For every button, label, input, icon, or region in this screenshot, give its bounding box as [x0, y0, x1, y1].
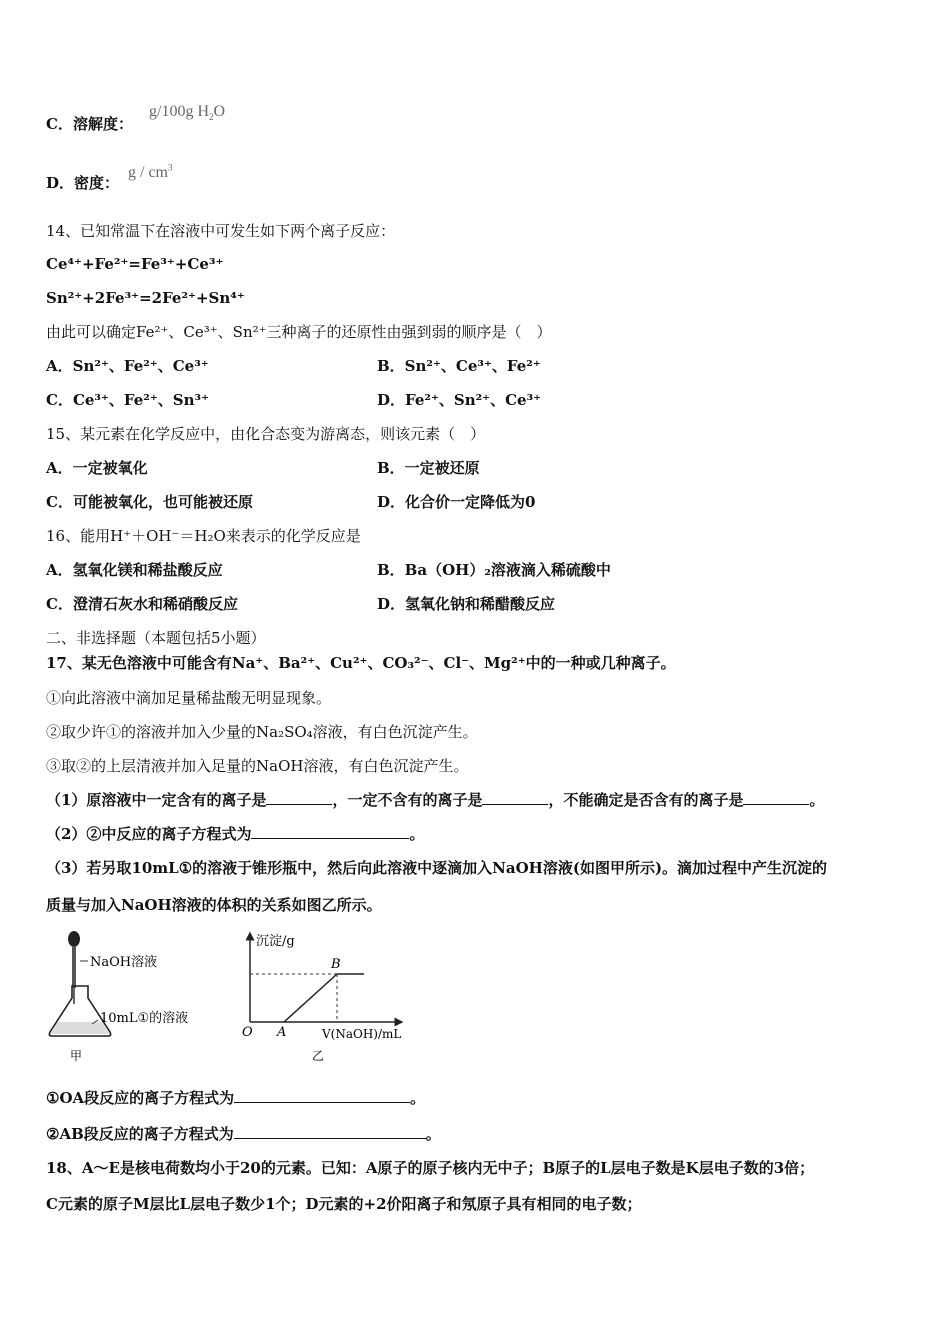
option-c-label: C．溶解度：: [46, 115, 133, 133]
q16-option-c[interactable]: C．澄清石灰水和稀硝酸反应: [46, 595, 238, 613]
option-c-solubility: [46, 114, 133, 134]
q14-reaction-2: Sn²⁺+2Fe³⁺=2Fe²⁺+Sn⁴⁺: [46, 289, 245, 307]
q14-option-c[interactable]: C．Ce³⁺、Fe²⁺、Sn³⁺: [46, 391, 209, 409]
q17-step-1: ①向此溶液中滴加足量稀盐酸无明显现象。: [46, 689, 332, 707]
dropper-flask-diagram: [44, 928, 204, 1068]
point-a-label: A: [277, 1025, 287, 1040]
answer-blank[interactable]: [251, 824, 409, 839]
q17-sub-2: （2）②中反应的离子方程式为 。: [46, 825, 425, 843]
q14-option-b[interactable]: B．Sn²⁺、Ce³⁺、Fe²⁺: [377, 357, 541, 375]
precipitate-graph: [234, 928, 414, 1068]
q15-option-b[interactable]: B．一定被还原: [377, 459, 480, 477]
q15-option-a[interactable]: A．一定被氧化: [46, 459, 148, 477]
q17-step-3: ③取②的上层清液并加入足量的NaOH溶液，有白色沉淀产生。: [46, 757, 469, 775]
answer-blank[interactable]: [482, 790, 548, 805]
answer-blank[interactable]: [743, 790, 809, 805]
q14-stem: 14、已知常温下在溶液中可发生如下两个离子反应：: [46, 222, 396, 240]
figure-jia-caption: 甲: [70, 1049, 83, 1063]
dropper-tube: [72, 946, 76, 988]
q15-option-c[interactable]: C．可能被氧化，也可能被还原: [46, 493, 253, 511]
y-axis-label: 沉淀/g: [256, 934, 295, 949]
q16-option-d[interactable]: D．氢氧化钠和稀醋酸反应: [377, 595, 556, 613]
q17-ab-equation: ②AB段反应的离子方程式为 。: [46, 1125, 441, 1143]
answer-blank[interactable]: [266, 790, 332, 805]
q17-stem: 17、某无色溶液中可能含有Na⁺、Ba²⁺、Cu²⁺、CO₃²⁻、Cl⁻、Mg²⁺中的一种或几种离子。: [46, 654, 676, 672]
point-b-label: B: [331, 957, 341, 972]
answer-blank[interactable]: [234, 1124, 426, 1139]
q17-sub-3-line-2: 质量与加入NaOH溶液的体积的关系如图乙所示。: [46, 896, 382, 914]
q15-option-d[interactable]: D．化合价一定降低为0: [377, 493, 536, 511]
q17-oa-equation: ①OA段反应的离子方程式为 。: [46, 1089, 426, 1107]
origin-label: O: [242, 1025, 253, 1040]
flask-solution-label: 10mL①的溶液: [100, 1011, 189, 1026]
density-unit: g / $cm^3$: [128, 162, 173, 181]
figure-yi-caption: 乙: [312, 1049, 325, 1063]
q16-stem: 16、能用H⁺＋OH⁻＝H₂O来表示的化学反应是: [46, 527, 361, 545]
option-d-label: D．密度：: [46, 174, 120, 192]
q17-step-2: ②取少许①的溶液并加入少量的Na₂SO₄溶液，有白色沉淀产生。: [46, 723, 478, 741]
ab-segment: [284, 974, 337, 1022]
q16-option-a[interactable]: A．氢氧化镁和稀盐酸反应: [46, 561, 223, 579]
q17-sub-3-line-1: （3）若另取10mL①的溶液于锥形瓶中，然后向此溶液中逐滴加入NaOH溶液(如图甲所示)。滴加过程中产生沉淀的: [46, 859, 828, 877]
dropper-bulb: [68, 931, 80, 947]
figure-yi: [234, 928, 414, 1068]
solubility-unit: g/100g $H_2O$: [149, 103, 226, 123]
x-axis-label: V(NaOH)/mL: [322, 1027, 402, 1041]
q17-sub-1: （1）原溶液中一定含有的离子是 ，一定不含有的离子是 ，不能确定是否含有的离子是 。: [46, 791, 825, 809]
answer-blank[interactable]: [234, 1088, 410, 1103]
q14-option-d[interactable]: D．Fe²⁺、Sn²⁺、Ce³⁺: [377, 391, 542, 409]
q16-option-b[interactable]: B．Ba（OH）₂溶液滴入稀硫酸中: [377, 561, 611, 579]
q15-stem: 15、某元素在化学反应中，由化合态变为游离态，则该元素（ ）: [46, 425, 486, 443]
figure-jia: [44, 928, 204, 1068]
q18-line-2: C元素的原子M层比L层电子数少1个；D元素的+2价阳离子和氖原子具有相同的电子数；: [46, 1195, 642, 1213]
q18-line-1: 18、A～E是核电荷数均小于20的元素。已知：A原子的原子核内无中子；B原子的L层电子数是K层电子数的3倍；: [46, 1159, 815, 1177]
q14-option-a[interactable]: A．Sn²⁺、Fe²⁺、Ce³⁺: [46, 357, 209, 375]
section-2-heading: 二、非选择题（本题包括5小题）: [46, 629, 266, 647]
naoh-solution-label: NaOH溶液: [90, 955, 158, 970]
option-d-density: [46, 173, 119, 193]
q14-reaction-1: Ce⁴⁺+Fe²⁺=Fe³⁺+Ce³⁺: [46, 255, 224, 273]
q14-question: 由此可以确定Fe²⁺、Ce³⁺、Sn²⁺三种离子的还原性由强到弱的顺序是（ ）: [46, 323, 552, 341]
